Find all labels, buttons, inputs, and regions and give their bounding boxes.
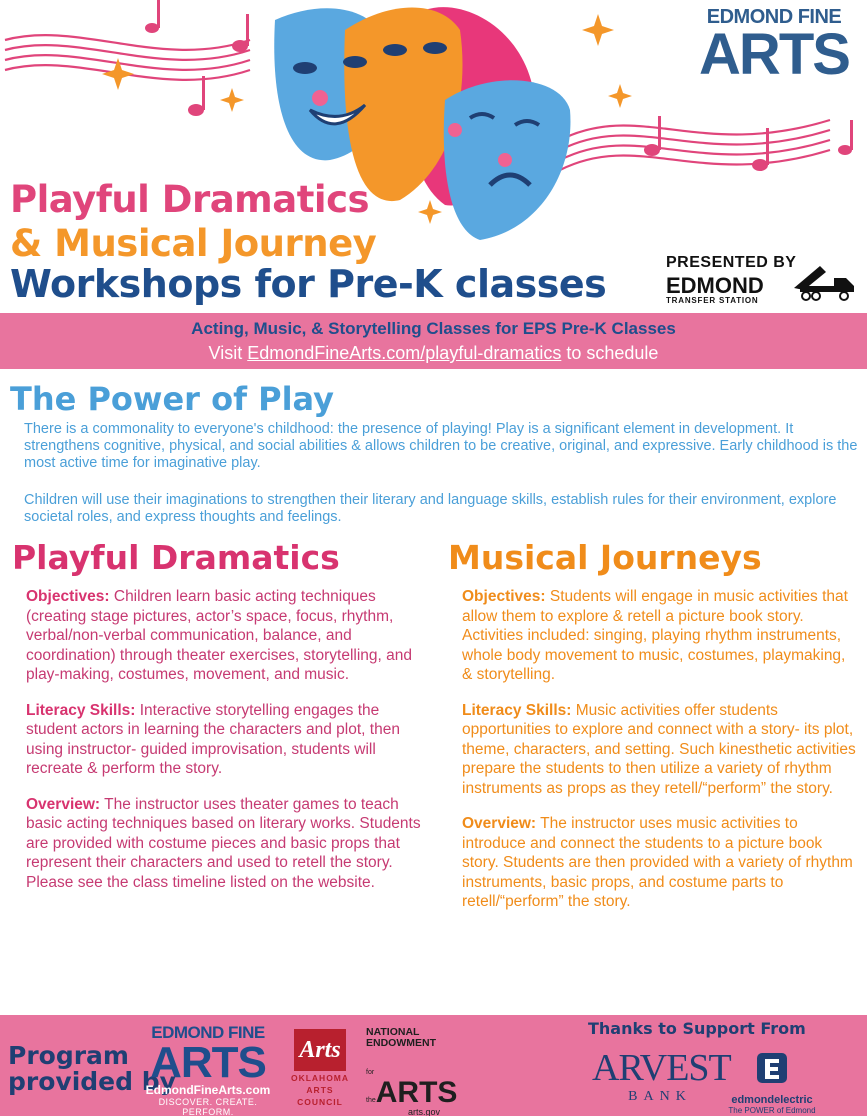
oac-line1: OKLAHOMA	[290, 1073, 350, 1083]
logo-line1: EDMOND FINE	[706, 6, 842, 28]
nea-url: arts.gov	[407, 1107, 440, 1116]
dramatics-literacy-text: Interactive storytelling engages the student actors in learning the characters and plot, then using instructor- guided improvisation, students will recreate & perform the story.	[26, 701, 400, 777]
visit-prefix: Visit	[208, 343, 248, 363]
journeys-overview-text: The instructor uses music activities to introduce and connect the students to a picture book story. Students are then provided with a variety of rhythm instruments, basic props, and costume parts to retell/“perform” the story.	[462, 815, 853, 910]
efa-line1: EDMOND FINE	[151, 1023, 265, 1042]
journeys-overview-label: Overview:	[462, 815, 537, 832]
edmond-electric-name: edmondelectric	[731, 1094, 813, 1106]
efa-url: EdmondFineArts.com	[145, 1083, 271, 1097]
dump-truck-icon	[790, 260, 856, 302]
oac-line2: ARTS	[306, 1085, 334, 1095]
header	[0, 0, 867, 312]
visit-suffix: to schedule	[561, 343, 659, 363]
journeys-objectives-text: Students will engage in music activities that allow them to explore & retell a picture book story. Activities included: singing, playing rhythm instruments, whole body movement to music, costumes, playmaking, & storytelling.	[462, 588, 848, 683]
sponsor-subtitle: TRANSFER STATION	[666, 296, 759, 305]
oac-mark: Arts	[294, 1029, 346, 1071]
musical-journeys-column	[448, 538, 858, 928]
footer	[0, 1015, 867, 1116]
edmond-electric-icon	[755, 1051, 789, 1085]
info-band	[0, 313, 867, 369]
arvest-bank-logo	[592, 1047, 731, 1105]
edmond-electric-logo	[722, 1051, 822, 1115]
arvest-bank: BANK	[628, 1089, 692, 1104]
dramatics-objectives-label: Objectives:	[26, 588, 110, 605]
sponsor-name: EDMOND	[666, 273, 764, 298]
dramatics-objectives	[12, 587, 422, 685]
journeys-literacy	[448, 701, 858, 799]
playful-dramatics-heading: Playful Dramatics	[12, 538, 340, 577]
nea-line1: NATIONAL	[366, 1026, 420, 1038]
presented-by-sponsor	[666, 254, 860, 306]
title-musical-journey: & Musical Journey	[10, 222, 377, 265]
nea-for-the: for the	[366, 1069, 376, 1104]
thanks-heading: Thanks to Support From	[588, 1019, 806, 1038]
presented-by-label: PRESENTED BY	[666, 254, 797, 271]
journeys-literacy-label: Literacy Skills:	[462, 701, 572, 719]
oklahoma-arts-council-logo	[288, 1029, 352, 1107]
journeys-objectives-label: Objectives:	[462, 588, 546, 605]
dramatics-literacy-label: Literacy Skills:	[26, 701, 136, 719]
nea-logo	[366, 1026, 458, 1116]
arvest-name: ARVEST	[592, 1047, 731, 1089]
oac-line3: COUNCIL	[297, 1097, 343, 1107]
power-of-play-paragraph-2: Children will use their imaginations to strengthen their literary and language skills, establish rules for their environment, explore societal roles, and express thoughts and feelings.	[24, 492, 837, 525]
nea-arts-word: ARTS	[375, 1076, 458, 1109]
power-of-play-paragraph-1: There is a commonality to everyone's childhood: the presence of playing! Play is a significant element in development. It strengthens cognitive, physical, and social abilities & allows children to be creative, original, and expressive. Early childhood is the most active time for imaginative play.	[24, 421, 858, 471]
edmond-electric-tagline: The POWER of Edmond	[728, 1106, 816, 1115]
nea-line2: ENDOWMENT	[366, 1037, 436, 1049]
efa-tagline: DISCOVER. CREATE. PERFORM.	[158, 1097, 258, 1116]
dramatics-overview-label: Overview:	[26, 795, 101, 813]
dramatics-overview	[12, 795, 422, 893]
title-playful-dramatics: Playful Dramatics	[10, 178, 370, 221]
journeys-objectives	[448, 587, 858, 685]
schedule-link[interactable]: EdmondFineArts.com/playful-dramatics	[247, 343, 562, 363]
title-workshops: Workshops for Pre-K classes	[10, 262, 607, 306]
journeys-overview	[448, 814, 858, 912]
dramatics-overview-text: The instructor uses theater games to teach basic acting techniques based on literary works. Students are provided with costume pieces and basic props that represent their characters and used to retell the story. Please see the class timeline listed on the website.	[26, 795, 421, 891]
nea-arts	[366, 1051, 458, 1109]
edmond-fine-arts-logo	[699, 6, 849, 87]
playful-dramatics-column	[12, 538, 422, 908]
musical-journeys-heading: Musical Journeys	[448, 538, 762, 577]
logo-line2: ARTS	[699, 22, 849, 87]
dramatics-objectives-text: Children learn basic acting techniques (creating stage pictures, actor’s space, focus, rhythm, verbal/non-verbal communication, balance, and coordination) through theater exercises, storytelling, and play-making, costumes, movement, and music.	[26, 588, 412, 683]
band-subtitle: Acting, Music, & Storytelling Classes for EPS Pre-K Classes	[191, 319, 676, 338]
dramatics-literacy	[12, 701, 422, 779]
program-line1: Program	[8, 1041, 129, 1070]
efa-line2: ARTS	[150, 1038, 266, 1087]
power-of-play-heading: The Power of Play	[10, 380, 335, 418]
journeys-literacy-text: Music activities offer students opportunities to explore and connect with a story- its plot, theme, characters, and setting. Such kinesthetic activities prepare the students to then utilize a variety of rhythm instruments as props as they retell/“perform” the story.	[462, 701, 856, 797]
program-line2: provided by	[8, 1067, 176, 1096]
band-visit-line	[0, 343, 867, 364]
edmond-fine-arts-footer-logo	[140, 1023, 276, 1116]
